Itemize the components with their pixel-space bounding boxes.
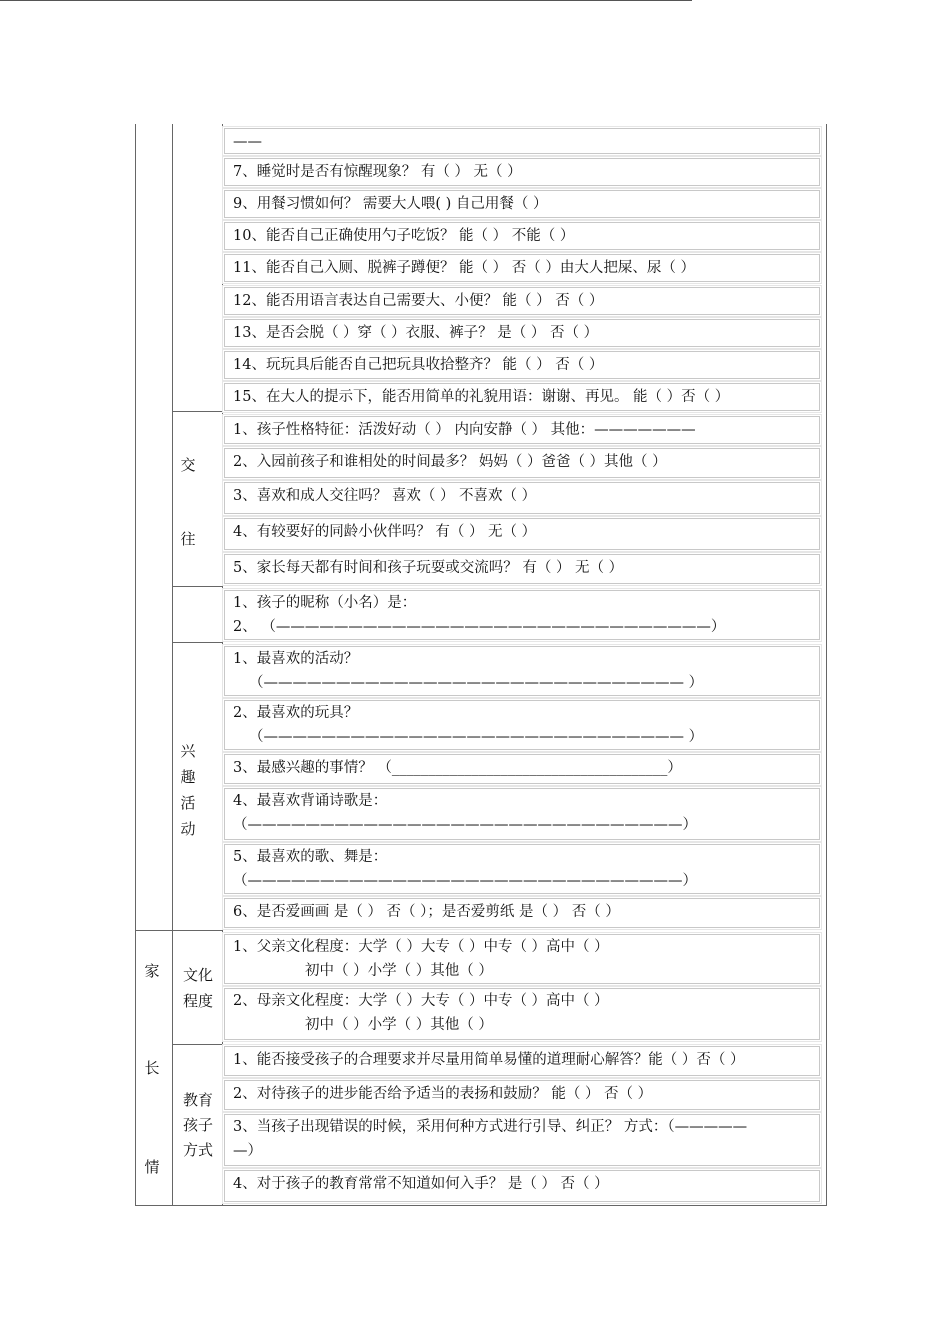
list-item bbox=[224, 700, 820, 750]
question-text: 4、有较要好的同龄小伙伴吗？ 有（ ） 无（ ） bbox=[233, 524, 537, 540]
list-item bbox=[224, 590, 820, 640]
list-item bbox=[224, 1114, 820, 1166]
question-text: 2、最喜欢的玩具？ bbox=[233, 705, 359, 721]
list-item bbox=[224, 1046, 820, 1076]
question-text: 4、对于孩子的教育常常不知道如何入手？ 是（ ） 否（ ） bbox=[233, 1176, 609, 1192]
label-char: 兴 bbox=[180, 742, 196, 760]
question-text: 12、能否用语言表达自己需要大、小便？ 能（ ） 否（ ） bbox=[233, 293, 604, 309]
question-text: 3、最感兴趣的事情？ （______________________________________） bbox=[233, 760, 682, 776]
answer-blank: 2、 （——————————————————————————————） bbox=[233, 619, 726, 635]
section-label-xingqu bbox=[176, 738, 200, 842]
section-label-jiazhang-3: 情 bbox=[144, 1158, 160, 1176]
list-item bbox=[224, 988, 820, 1040]
question-text: 1、能否接受孩子的合理要求并尽量用简单易懂的道理耐心解答？能（ ）否（ ） bbox=[233, 1052, 745, 1068]
section-label-jiazhang-1: 家 bbox=[144, 962, 160, 980]
outer-left-border bbox=[135, 124, 136, 1206]
list-item bbox=[224, 383, 820, 411]
section-label-jiazhang-2: 长 bbox=[144, 1059, 160, 1077]
list-item bbox=[224, 788, 820, 840]
question-text-cont: 初中（ ）小学（ ）其他（ ） bbox=[305, 1017, 493, 1033]
question-text: 10、能否自己正确使用勺子吃饭？ 能（ ） 不能（ ） bbox=[233, 228, 575, 244]
list-item bbox=[224, 646, 820, 696]
question-text-cont: 初中（ ）小学（ ）其他（ ） bbox=[305, 963, 493, 979]
question-text: —— bbox=[233, 134, 262, 150]
table-top-border bbox=[0, 0, 692, 1]
table-bottom-border bbox=[135, 1205, 827, 1206]
question-text: 1、最喜欢的活动？ bbox=[233, 651, 359, 667]
list-item bbox=[224, 254, 820, 282]
question-text: 7、睡觉时是否有惊醒现象？ 有（ ） 无（ ） bbox=[233, 164, 522, 180]
label-char: 活 bbox=[180, 794, 196, 812]
subsection-label-wenhua bbox=[176, 962, 220, 1014]
list-item bbox=[224, 934, 820, 984]
question-text: 14、玩玩具后能否自己把玩具收拾整齐？ 能（ ） 否（ ） bbox=[233, 357, 604, 373]
label-char: 动 bbox=[180, 820, 196, 838]
list-item bbox=[224, 158, 820, 186]
divider-jiaoyu-top bbox=[172, 1044, 222, 1045]
list-item bbox=[224, 190, 820, 218]
list-item bbox=[224, 287, 820, 315]
list-item bbox=[224, 518, 820, 550]
label-line: 文化 bbox=[182, 966, 213, 984]
list-item bbox=[224, 1170, 820, 1202]
question-text: 3、当孩子出现错误的时候，采用何种方式进行引导、纠正？ 方式：（————— bbox=[233, 1119, 748, 1135]
list-item bbox=[224, 319, 820, 347]
label-line: 方式 bbox=[182, 1141, 213, 1159]
divider-xingqu-top bbox=[172, 642, 222, 643]
question-text: 2、对待孩子的进步能否给予适当的表扬和鼓励？ 能（ ） 否（ ） bbox=[233, 1086, 653, 1102]
question-text: 1、孩子性格特征：活泼好动（ ） 内向安静（ ） 其他：——————— bbox=[233, 422, 696, 438]
list-item bbox=[224, 128, 820, 154]
subcategory-column-divider bbox=[222, 124, 223, 1206]
answer-blank: （——————————————————————————————） bbox=[233, 817, 697, 833]
label-char: 趣 bbox=[180, 768, 196, 786]
question-text: 2、入园前孩子和谁相处的时间最多？ 妈妈（ ）爸爸（ ）其他（ ） bbox=[233, 454, 667, 470]
label-line: 程度 bbox=[182, 992, 213, 1010]
list-item bbox=[224, 416, 820, 444]
list-item bbox=[224, 482, 820, 514]
list-item bbox=[224, 222, 820, 250]
question-text: 2、母亲文化程度：大学（ ）大专（ ）中专（ ）高中（ ） bbox=[233, 993, 609, 1009]
question-text: 6、是否爱画画 是（ ） 否（ ）；是否爱剪纸 是（ ） 否（ ） bbox=[233, 904, 620, 920]
question-text: 3、喜欢和成人交往吗？ 喜欢（ ） 不喜欢（ ） bbox=[233, 488, 537, 504]
question-text-cont: —） bbox=[233, 1143, 262, 1159]
section-label-jiaowang-1: 交 bbox=[180, 456, 196, 474]
list-item bbox=[224, 448, 820, 478]
divider-jiaowang-bottom bbox=[172, 586, 222, 587]
question-text: 1、孩子的昵称（小名）是： bbox=[233, 595, 417, 611]
outer-right-border bbox=[826, 124, 827, 1206]
list-item bbox=[224, 898, 820, 928]
divider-jiazhang-top bbox=[135, 930, 222, 931]
subsection-label-jiaoyu bbox=[176, 1088, 220, 1163]
answer-blank: （————————————————————————————— ） bbox=[249, 675, 704, 691]
list-item bbox=[224, 554, 820, 584]
question-text: 4、最喜欢背诵诗歌是： bbox=[233, 793, 388, 809]
question-text: 5、最喜欢的歌、舞是： bbox=[233, 849, 388, 865]
question-text: 5、家长每天都有时间和孩子玩耍或交流吗？ 有（ ） 无（ ） bbox=[233, 560, 624, 576]
answer-blank: （————————————————————————————— ） bbox=[249, 729, 704, 745]
question-text: 11、能否自己入厕、脱裤子蹲便？ 能（ ） 否（ ）由大人把屎、尿（ ） bbox=[233, 260, 695, 276]
label-line: 孩子 bbox=[182, 1116, 213, 1134]
question-text: 15、在大人的提示下，能否用简单的礼貌用语：谢谢、再见。 能（ ）否（ ） bbox=[233, 389, 730, 405]
question-text: 9、用餐习惯如何？ 需要大人喂( ) 自己用餐（ ） bbox=[233, 196, 548, 212]
label-line: 教育 bbox=[182, 1091, 213, 1109]
answer-blank: （——————————————————————————————） bbox=[233, 873, 697, 889]
question-text: 1、父亲文化程度：大学（ ）大专（ ）中专（ ）高中（ ） bbox=[233, 939, 609, 955]
section-label-jiaowang-2: 往 bbox=[180, 530, 196, 548]
list-item bbox=[224, 844, 820, 894]
list-item bbox=[224, 351, 820, 379]
list-item bbox=[224, 754, 820, 784]
list-item bbox=[224, 1080, 820, 1110]
question-text: 13、是否会脱（ ）穿（ ）衣服、裤子？ 是（ ） 否（ ） bbox=[233, 325, 599, 341]
divider-jiaowang-top bbox=[172, 411, 222, 412]
